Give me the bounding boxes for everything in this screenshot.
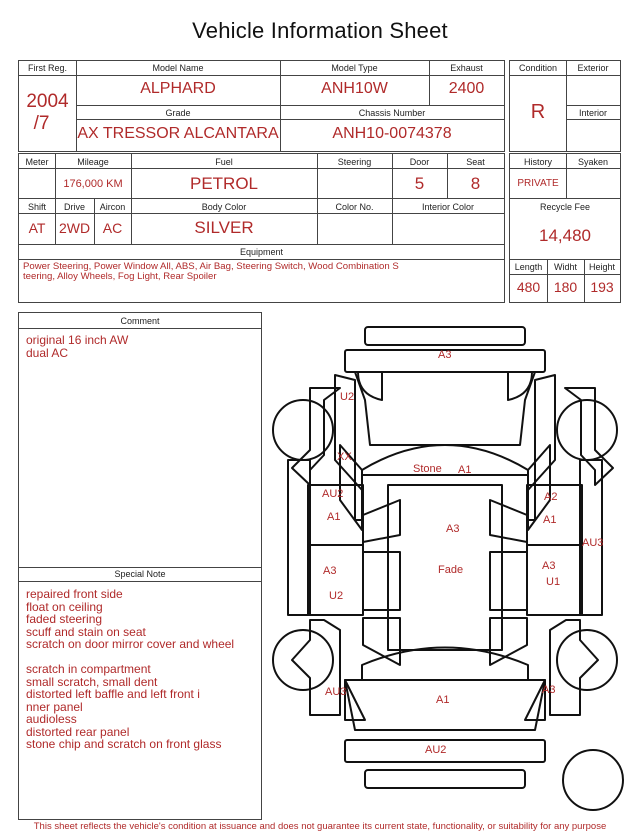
door-label: Door [409, 157, 430, 167]
chassis-value: ANH10-0074378 [332, 125, 452, 142]
notes-panel [18, 312, 262, 820]
comment-line: dual AC [26, 345, 69, 360]
left-rear-door [308, 545, 363, 615]
width-label: Widht [553, 262, 577, 272]
drive-label: Drive [63, 202, 85, 212]
right-window-front [490, 500, 527, 542]
length-value: 480 [516, 279, 541, 295]
chassis-label: Chassis Number [358, 108, 426, 118]
drive-value: 2WD [58, 220, 91, 236]
grade-value: AX TRESSOR ALCANTARA [77, 125, 279, 142]
headlight-left [358, 372, 382, 400]
history-value: PRIVATE [517, 178, 559, 189]
right-front-wheel [557, 400, 617, 460]
spare-tire [563, 750, 623, 810]
rear-step [365, 770, 525, 788]
special-note-label: Special Note [114, 569, 166, 579]
color-no-label: Color No. [335, 202, 374, 212]
note-line: float on ceiling [26, 599, 103, 614]
comment-line: original 16 inch AW [26, 333, 129, 347]
seat-value: 8 [470, 174, 481, 193]
mileage-label: Mileage [77, 157, 109, 167]
door-value: 5 [414, 174, 425, 193]
model-name-value: ALPHARD [140, 80, 216, 97]
mark-au2-rear: AU2 [425, 744, 447, 756]
mark-au3-left: AU3 [325, 686, 347, 698]
shift-value: AT [28, 220, 46, 236]
history-table [509, 153, 621, 303]
syaken-label: Syaken [577, 157, 609, 167]
exhaust-value: 2400 [448, 80, 485, 97]
note-line: distorted left baffle and left front i [26, 687, 200, 701]
first-reg-year: 2004 [26, 91, 69, 112]
mark-u1-right: U1 [546, 576, 561, 588]
mark-u2-left-front: U2 [340, 391, 355, 403]
comment-lines [26, 334, 128, 359]
sheet-title: Vehicle Information Sheet [192, 18, 448, 43]
mark-u2-left: U2 [329, 590, 344, 602]
model-name-label: Model Name [152, 63, 204, 73]
equipment-label: Equipment [239, 247, 284, 257]
note-line: nner panel [26, 699, 83, 714]
fuel-value: PETROL [189, 174, 259, 193]
windshield [362, 445, 528, 475]
note-line: faded steering [26, 612, 103, 626]
condition-label: Condition [518, 63, 558, 73]
first-reg-label: First Reg. [27, 63, 67, 73]
car-damage-diagram [270, 320, 635, 825]
note-line: scratch in compartment [26, 662, 151, 676]
mark-au3-right: AU3 [582, 537, 604, 549]
note-line: audioless [26, 712, 77, 726]
note-line: scratch on door mirror cover and wheel [26, 637, 235, 651]
rear-glass [362, 648, 528, 681]
note-line: repaired front side [26, 587, 123, 601]
mark-stone-grade: A1 [458, 464, 472, 476]
condition-table [509, 60, 621, 152]
mark-au2-left: AU2 [322, 488, 344, 500]
mark-a1-left: A1 [327, 511, 341, 523]
front-bumper [365, 327, 525, 345]
mark-a3-left: A3 [323, 565, 337, 577]
length-label: Length [514, 262, 543, 272]
mark-a3-right: A3 [542, 560, 556, 572]
recycle-fee-value: 14,480 [539, 226, 591, 245]
steering-label: Steering [337, 157, 372, 167]
right-rear-wheel [557, 630, 617, 690]
mark-fade: Fade [438, 564, 464, 576]
grade-label: Grade [165, 108, 191, 118]
seat-label: Seat [466, 157, 485, 167]
mark-stone: Stone [413, 463, 442, 475]
interior-label: Interior [578, 108, 607, 118]
right-front-fender [565, 388, 613, 485]
vehicle-info-table [18, 60, 505, 152]
aircon-label: Aircon [99, 202, 126, 212]
history-label: History [523, 157, 552, 167]
note-line: distorted rear panel [26, 724, 130, 739]
height-label: Height [588, 262, 615, 272]
left-window-front [363, 500, 400, 542]
headlight-right [508, 372, 532, 400]
mark-xx: XX [337, 451, 352, 463]
mark-a3-center: A3 [446, 523, 460, 535]
body-color-value: SILVER [194, 218, 254, 237]
mileage-value: 176,000 KM [63, 178, 123, 190]
left-window-rear [363, 552, 400, 610]
mark-a3-rear-right: A3 [542, 684, 556, 696]
mark-a1-right: A1 [543, 514, 557, 526]
model-type-label: Model Type [331, 63, 378, 73]
equipment-line-1: Power Steering, Power Window All, ABS, Air Bag, Steering Switch, Wood Combination S [23, 261, 399, 272]
mark-a2-right: A2 [544, 491, 558, 503]
shift-label: Shift [27, 202, 46, 212]
left-rear-wheel [273, 630, 333, 690]
mark-a1-rear: A1 [436, 694, 450, 706]
exhaust-label: Exhaust [450, 63, 483, 73]
condition-value: R [530, 101, 546, 123]
width-value: 180 [553, 279, 578, 295]
comment-label: Comment [120, 316, 160, 326]
note-line: stone chip and scratch on front glass [26, 737, 222, 751]
special-note-lines [26, 588, 234, 751]
aircon-value: AC [102, 220, 123, 236]
equipment-line-2: teering, Alloy Wheels, Fog Light, Rear Spoiler [23, 271, 217, 282]
mark-roof-top: A3 [438, 349, 452, 361]
interior-color-label: Interior Color [421, 202, 475, 212]
first-reg-month: /7 [33, 113, 50, 134]
model-type-value: ANH10W [321, 80, 388, 97]
fuel-label: Fuel [215, 157, 233, 167]
note-line: small scratch, small dent [26, 674, 158, 689]
exterior-label: Exterior [577, 63, 609, 73]
meter-label: Meter [25, 157, 49, 167]
height-value: 193 [590, 279, 614, 295]
right-window-rear [490, 552, 527, 610]
body-color-label: Body Color [201, 202, 247, 212]
recycle-fee-label: Recycle Fee [539, 202, 591, 212]
note-line: scuff and stain on seat [26, 624, 146, 639]
disclaimer-footer: This sheet reflects the vehicle's condition at issuance and does not guarantee its current state, functionality, or suitability for any purpose [33, 821, 607, 832]
vehicle-spec-table [18, 153, 505, 303]
